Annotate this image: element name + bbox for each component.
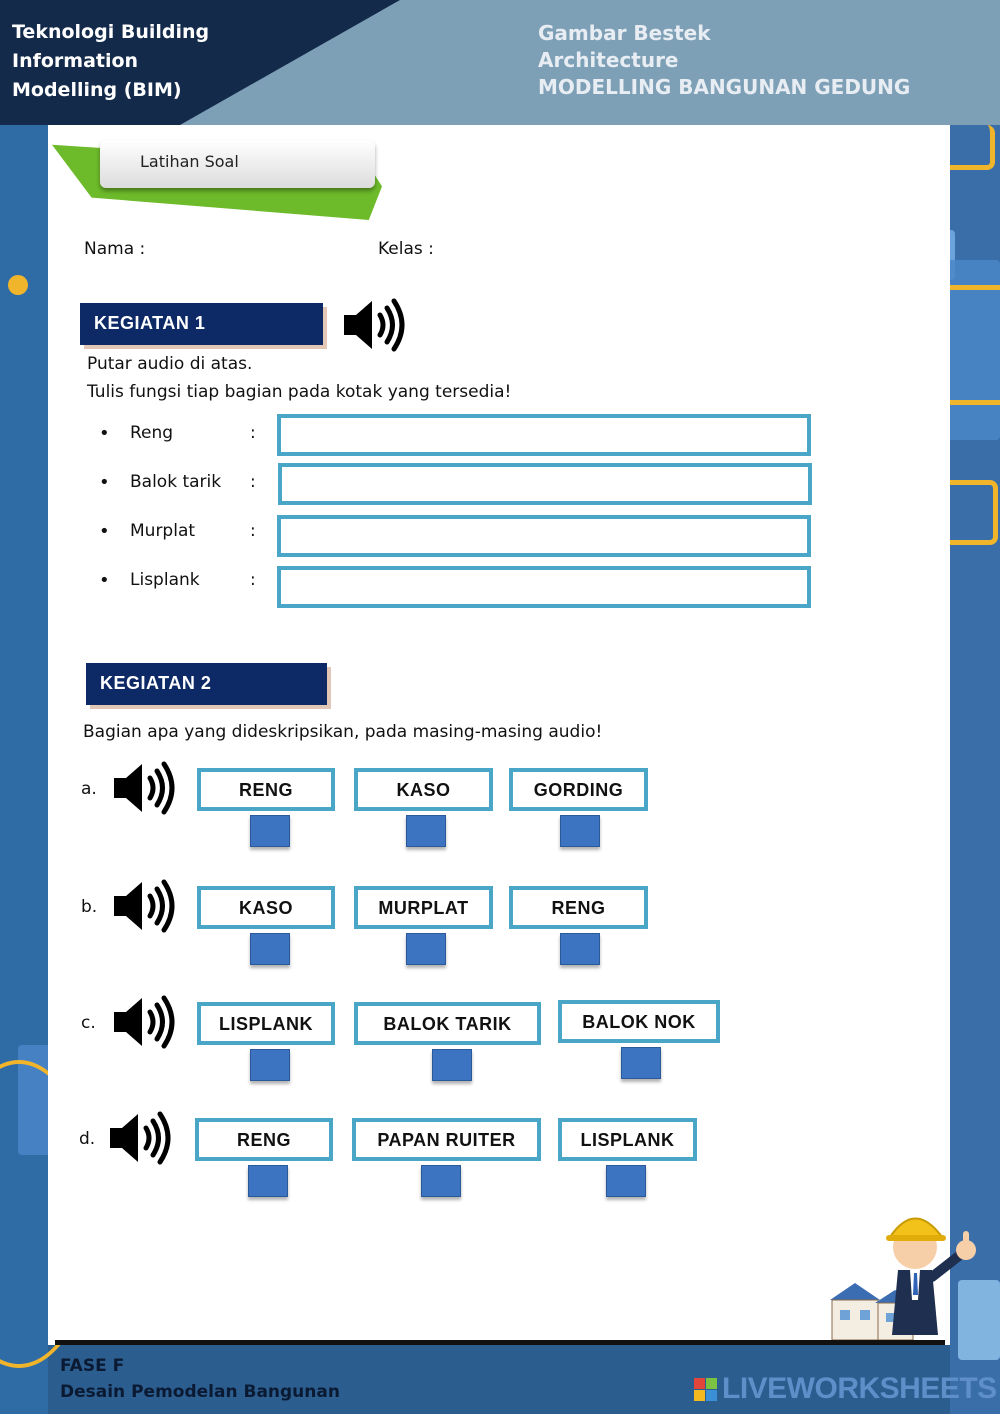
speaker-icon[interactable] — [108, 1108, 174, 1168]
speaker-icon[interactable] — [112, 758, 178, 818]
item-label: Murplat — [130, 521, 196, 541]
question-letter: c. — [81, 1013, 96, 1033]
footer-line: Desain Pemodelan Bangunan — [60, 1382, 340, 1402]
option-label: RENG — [197, 768, 335, 811]
option-label: LISPLANK — [558, 1118, 697, 1161]
item-label: Lisplank — [130, 570, 200, 590]
answer-input-balok-tarik[interactable] — [278, 463, 812, 505]
header-left-title — [12, 18, 209, 105]
item-colon: : — [250, 423, 256, 443]
speaker-icon[interactable] — [112, 992, 178, 1052]
worker-mascot-icon — [820, 1195, 990, 1345]
answer-input-lisplank[interactable] — [277, 566, 811, 608]
header-right-line: Architecture — [538, 48, 679, 72]
activity1-instruction: Tulis fungsi tiap bagian pada kotak yang tersedia! — [87, 382, 512, 402]
option-checkbox[interactable] — [406, 933, 446, 965]
answer-input-murplat[interactable] — [277, 515, 811, 557]
item-label: Reng — [130, 423, 174, 443]
question-letter: b. — [81, 897, 98, 917]
header-left-line: Information — [12, 50, 139, 72]
activity1-instruction: Putar audio di atas. — [87, 354, 253, 374]
option-checkbox[interactable] — [560, 933, 600, 965]
option-label: KASO — [197, 886, 335, 929]
question-letter: d. — [79, 1129, 96, 1149]
option-label: LISPLANK — [197, 1002, 335, 1045]
option-checkbox[interactable] — [250, 1049, 290, 1081]
activity2-title: KEGIATAN 2 — [86, 663, 327, 705]
liveworksheets-logo-icon — [694, 1378, 718, 1402]
decor-dot — [8, 275, 28, 295]
option-checkbox[interactable] — [250, 815, 290, 847]
option-label: BALOK NOK — [558, 1000, 720, 1043]
footer-divider — [55, 1340, 945, 1345]
activity2-instruction: Bagian apa yang dideskripsikan, pada masing-masing audio! — [83, 722, 603, 742]
bullet-dot: • — [99, 472, 110, 493]
bullet-dot: • — [99, 570, 110, 591]
option-label: BALOK TARIK — [354, 1002, 541, 1045]
option-checkbox[interactable] — [250, 933, 290, 965]
option-label: KASO — [354, 768, 493, 811]
option-checkbox[interactable] — [406, 815, 446, 847]
option-checkbox[interactable] — [432, 1049, 472, 1081]
footer-text — [60, 1353, 340, 1405]
option-label: PAPAN RUITER — [352, 1118, 541, 1161]
header-right-line: MODELLING BANGUNAN GEDUNG — [538, 75, 911, 99]
name-label: Nama : — [84, 239, 146, 259]
class-label: Kelas : — [378, 239, 434, 259]
option-checkbox[interactable] — [421, 1165, 461, 1197]
answer-input-reng[interactable] — [277, 414, 811, 456]
activity1-title: KEGIATAN 1 — [80, 303, 323, 345]
item-colon: : — [250, 570, 256, 590]
speaker-icon[interactable] — [342, 295, 408, 355]
header-left-line: Teknologi Building — [12, 21, 210, 43]
ribbon-label: Latihan Soal — [140, 152, 239, 171]
header-right-line: Gambar Bestek — [538, 21, 711, 45]
item-colon: : — [250, 472, 256, 492]
option-label: MURPLAT — [354, 886, 493, 929]
option-checkbox[interactable] — [606, 1165, 646, 1197]
header-left-line: Modelling (BIM) — [12, 79, 182, 101]
bullet-dot: • — [99, 423, 110, 444]
item-label: Balok tarik — [130, 472, 222, 492]
option-checkbox[interactable] — [560, 815, 600, 847]
option-checkbox[interactable] — [248, 1165, 288, 1197]
question-letter: a. — [81, 779, 97, 799]
option-label: GORDING — [509, 768, 648, 811]
bullet-dot: • — [99, 521, 110, 542]
speaker-icon[interactable] — [112, 876, 178, 936]
liveworksheets-logo[interactable]: LIVEWORKSHEETS — [722, 1372, 997, 1405]
option-checkbox[interactable] — [621, 1047, 661, 1079]
header-right-title — [538, 20, 910, 101]
item-colon: : — [250, 521, 256, 541]
footer-line: FASE F — [60, 1356, 125, 1376]
option-label: RENG — [195, 1118, 333, 1161]
option-label: RENG — [509, 886, 648, 929]
